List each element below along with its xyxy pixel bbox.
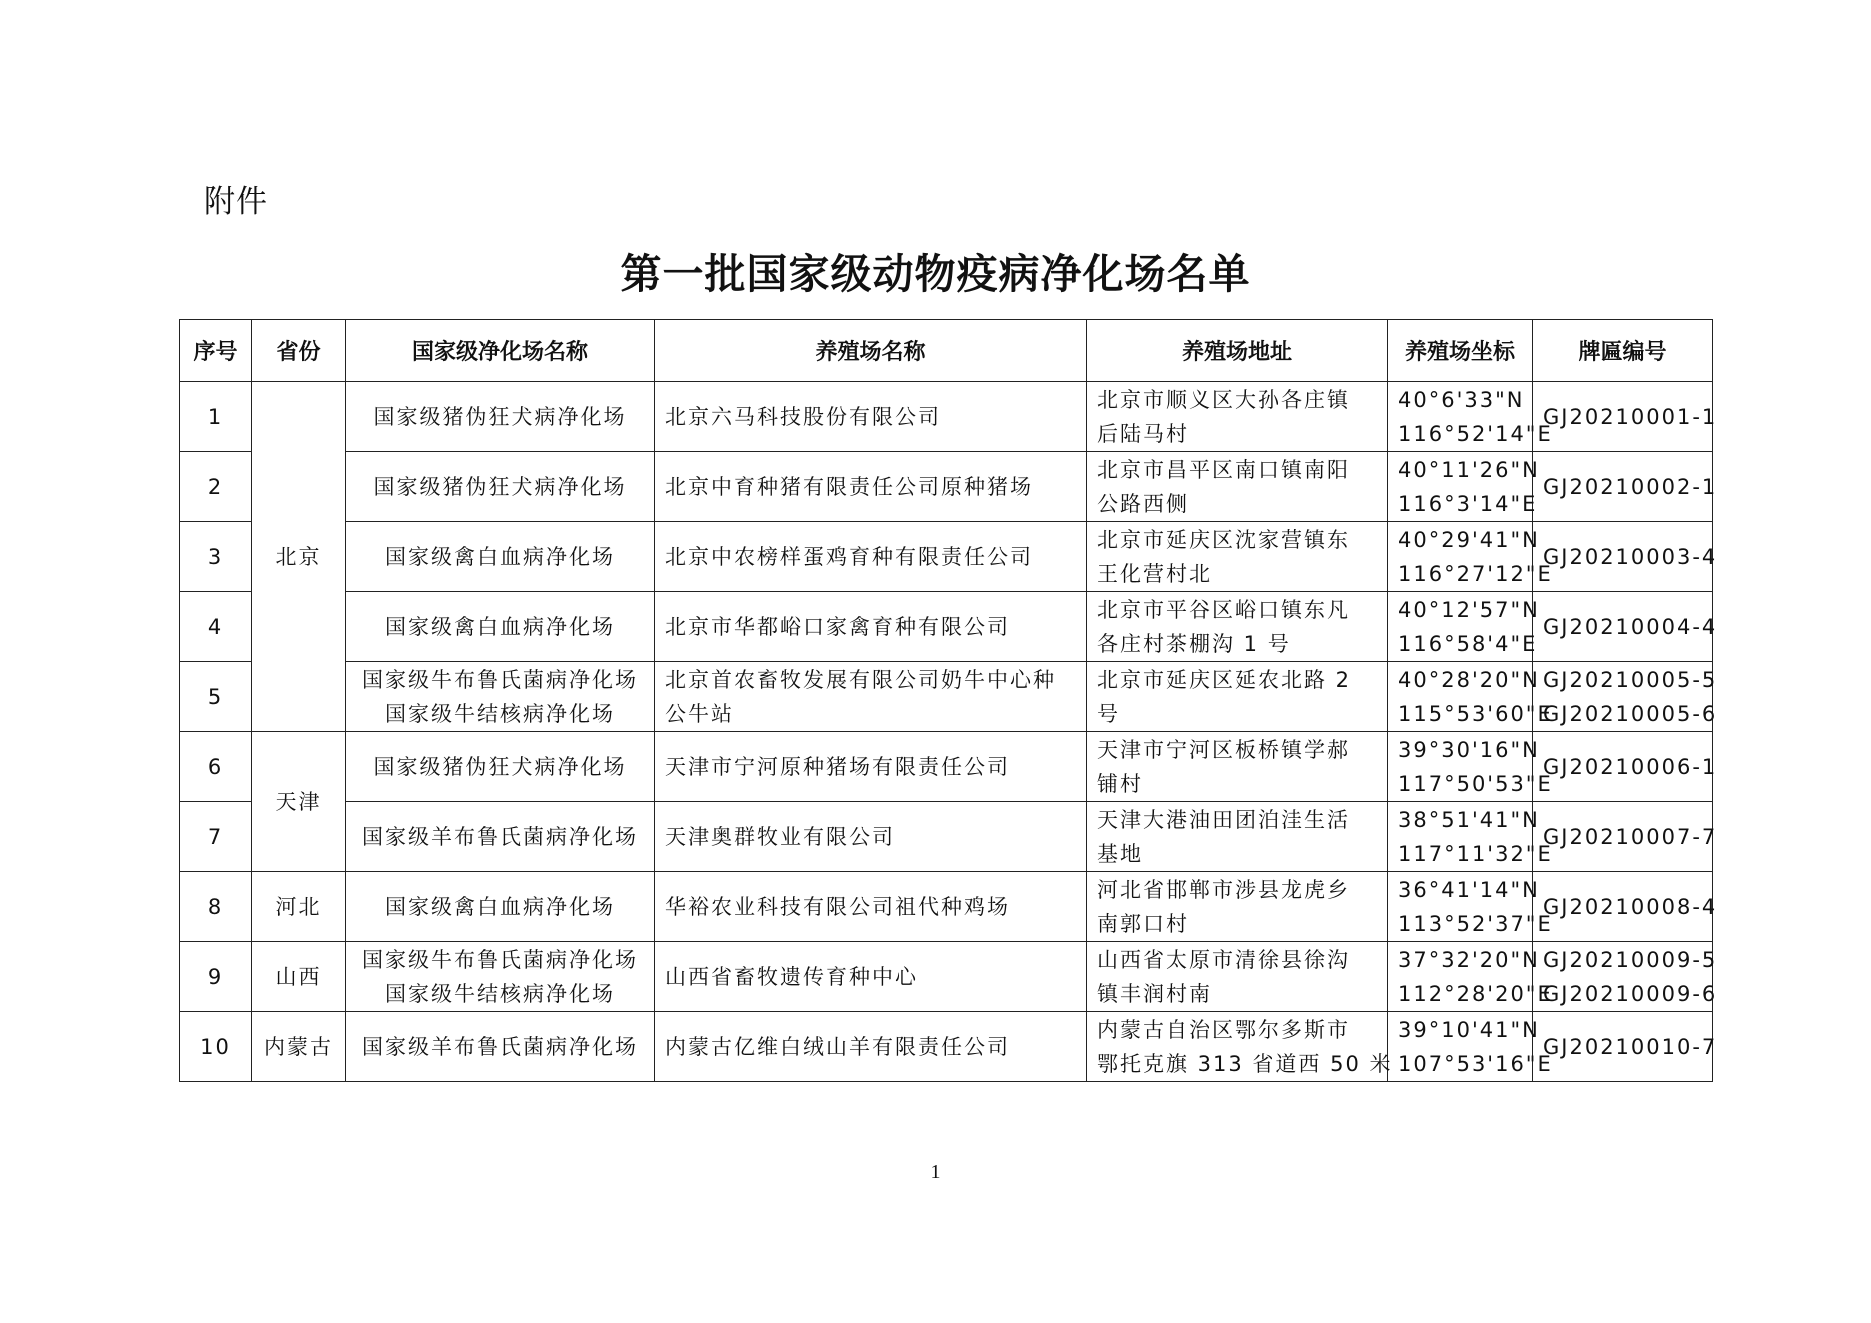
row-farm-address bbox=[1087, 942, 1388, 1012]
header-purification-name: 国家级净化场名称 bbox=[346, 320, 655, 382]
address-line: 鄂托克旗 313 省道西 50 米 bbox=[1097, 1051, 1393, 1076]
row-farm-address bbox=[1087, 732, 1388, 802]
address-line: 北京市昌平区南口镇南阳 bbox=[1097, 457, 1350, 482]
row-plaque-number bbox=[1533, 942, 1718, 1012]
purification-line: 国家级牛布鲁氏菌病净化场 bbox=[362, 947, 638, 972]
address-line: 北京市延庆区沈家营镇东 bbox=[1097, 527, 1350, 552]
address-line: 铺村 bbox=[1097, 771, 1143, 796]
row-plaque-number bbox=[1533, 592, 1718, 662]
row-province: 内蒙古 bbox=[252, 1012, 346, 1082]
row-purification-name bbox=[346, 732, 655, 802]
farm-line: 天津市宁河原种猪场有限责任公司 bbox=[665, 754, 1010, 779]
longitude: 116°3'14"E bbox=[1398, 491, 1538, 516]
address-line: 河北省邯郸市涉县龙虎乡 bbox=[1097, 877, 1350, 902]
purification-line: 国家级牛布鲁氏菌病净化场 bbox=[362, 667, 638, 692]
latitude: 40°12'57"N bbox=[1398, 597, 1540, 622]
table-header-row bbox=[180, 320, 1713, 382]
address-line: 后陆马村 bbox=[1097, 421, 1189, 446]
farm-line: 山西省畜牧遗传育种中心 bbox=[665, 964, 918, 989]
row-farm-name bbox=[655, 1012, 1087, 1082]
header-serial: 序号 bbox=[180, 320, 252, 382]
address-line: 公路西侧 bbox=[1097, 491, 1189, 516]
address-line: 王化营村北 bbox=[1097, 561, 1212, 586]
row-farm-name bbox=[655, 662, 1087, 732]
row-serial: 6 bbox=[180, 732, 252, 802]
purification-line: 国家级牛结核病净化场 bbox=[385, 701, 615, 726]
row-purification-name bbox=[346, 872, 655, 942]
latitude: 40°29'41"N bbox=[1398, 527, 1540, 552]
row-farm-name bbox=[655, 732, 1087, 802]
latitude: 38°51'41"N bbox=[1398, 807, 1540, 832]
farm-line: 北京中农榜样蛋鸡育种有限责任公司 bbox=[665, 544, 1033, 569]
plaque-line: GJ20210006-1 bbox=[1543, 754, 1718, 779]
address-line: 镇丰润村南 bbox=[1097, 981, 1212, 1006]
purification-line: 国家级猪伪狂犬病净化场 bbox=[373, 754, 627, 779]
address-line: 天津市宁河区板桥镇学郝 bbox=[1097, 737, 1350, 762]
address-line: 号 bbox=[1097, 701, 1120, 726]
table-row bbox=[180, 662, 1713, 732]
document-title: 第一批国家级动物疫病净化场名单 bbox=[620, 250, 1251, 298]
row-purification-name bbox=[346, 522, 655, 592]
header-farm-address: 养殖场地址 bbox=[1087, 320, 1388, 382]
row-plaque-number bbox=[1533, 452, 1718, 522]
plaque-line: GJ20210005-5 bbox=[1543, 667, 1718, 692]
attachment-label: 附件 bbox=[204, 184, 268, 220]
farm-line: 公牛站 bbox=[665, 701, 734, 726]
table-row bbox=[180, 382, 1713, 452]
row-coordinates bbox=[1388, 942, 1553, 1012]
row-farm-address bbox=[1087, 1012, 1393, 1082]
latitude: 40°6'33"N bbox=[1398, 387, 1525, 412]
purification-line: 国家级羊布鲁氏菌病净化场 bbox=[362, 1034, 638, 1059]
longitude: 116°52'14"E bbox=[1398, 421, 1553, 446]
row-plaque-number bbox=[1533, 662, 1718, 732]
latitude: 40°11'26"N bbox=[1398, 457, 1540, 482]
purification-farm-table bbox=[179, 319, 1718, 1082]
plaque-line: GJ20210008-4 bbox=[1543, 894, 1718, 919]
farm-line: 北京六马科技股份有限公司 bbox=[665, 404, 941, 429]
row-farm-name bbox=[655, 872, 1087, 942]
table-row bbox=[180, 452, 1713, 522]
purification-line: 国家级牛结核病净化场 bbox=[385, 981, 615, 1006]
latitude: 39°30'16"N bbox=[1398, 737, 1540, 762]
latitude: 37°32'20"N bbox=[1398, 947, 1540, 972]
row-plaque-number bbox=[1533, 802, 1718, 872]
longitude: 117°11'32"E bbox=[1398, 841, 1553, 866]
table-row bbox=[180, 1012, 1713, 1082]
plaque-line: GJ20210010-7 bbox=[1543, 1034, 1718, 1059]
row-purification-name bbox=[346, 592, 655, 662]
plaque-line: GJ20210004-4 bbox=[1543, 614, 1718, 639]
header-farm-name: 养殖场名称 bbox=[655, 320, 1087, 382]
row-plaque-number bbox=[1533, 522, 1718, 592]
longitude: 113°52'37"E bbox=[1398, 911, 1553, 936]
row-coordinates bbox=[1388, 592, 1540, 662]
row-coordinates bbox=[1388, 872, 1553, 942]
latitude: 36°41'14"N bbox=[1398, 877, 1540, 902]
row-purification-name bbox=[346, 942, 655, 1012]
table-row bbox=[180, 732, 1713, 802]
purification-line: 国家级羊布鲁氏菌病净化场 bbox=[362, 824, 638, 849]
row-coordinates bbox=[1388, 452, 1540, 522]
farm-line: 内蒙古亿维白绒山羊有限责任公司 bbox=[665, 1034, 1010, 1059]
longitude: 107°53'16"E bbox=[1398, 1051, 1553, 1076]
header-plaque-number: 牌匾编号 bbox=[1533, 320, 1713, 382]
plaque-line: GJ20210007-7 bbox=[1543, 824, 1718, 849]
row-farm-address bbox=[1087, 802, 1388, 872]
longitude: 112°28'20"E bbox=[1398, 981, 1553, 1006]
row-plaque-number bbox=[1533, 382, 1718, 452]
row-farm-address bbox=[1087, 592, 1388, 662]
row-purification-name bbox=[346, 662, 655, 732]
header-coordinates: 养殖场坐标 bbox=[1388, 320, 1533, 382]
address-line: 北京市延庆区延农北路 2 bbox=[1097, 667, 1352, 692]
row-farm-name bbox=[655, 802, 1087, 872]
table-row bbox=[180, 872, 1713, 942]
purification-line: 国家级禽白血病净化场 bbox=[385, 544, 615, 569]
row-farm-address bbox=[1087, 452, 1388, 522]
longitude: 117°50'53"E bbox=[1398, 771, 1553, 796]
address-line: 基地 bbox=[1097, 841, 1143, 866]
address-line: 天津大港油田团泊洼生活 bbox=[1097, 807, 1350, 832]
plaque-line: GJ20210003-4 bbox=[1543, 544, 1718, 569]
plaque-line: GJ20210002-1 bbox=[1543, 474, 1718, 499]
row-coordinates bbox=[1388, 732, 1553, 802]
row-farm-address bbox=[1087, 382, 1388, 452]
purification-line: 国家级猪伪狂犬病净化场 bbox=[373, 474, 627, 499]
row-purification-name bbox=[346, 1012, 655, 1082]
row-farm-address bbox=[1087, 872, 1388, 942]
row-farm-name bbox=[655, 452, 1087, 522]
row-farm-name bbox=[655, 382, 1087, 452]
row-serial: 8 bbox=[180, 872, 252, 942]
row-serial: 10 bbox=[180, 1012, 252, 1082]
row-province: 北京 bbox=[252, 382, 346, 732]
plaque-line: GJ20210009-6 bbox=[1543, 981, 1718, 1006]
row-plaque-number bbox=[1533, 872, 1718, 942]
row-coordinates bbox=[1388, 662, 1553, 732]
farm-line: 北京首农畜牧发展有限公司奶牛中心种 bbox=[665, 667, 1056, 692]
farm-line: 华裕农业科技有限公司祖代种鸡场 bbox=[665, 894, 1010, 919]
latitude: 39°10'41"N bbox=[1398, 1017, 1540, 1042]
latitude: 40°28'20"N bbox=[1398, 667, 1540, 692]
longitude: 116°27'12"E bbox=[1398, 561, 1553, 586]
row-plaque-number bbox=[1533, 1012, 1718, 1082]
table-row bbox=[180, 802, 1713, 872]
farm-line: 天津奥群牧业有限公司 bbox=[665, 824, 895, 849]
table-row bbox=[180, 592, 1713, 662]
row-serial: 1 bbox=[180, 382, 252, 452]
row-purification-name bbox=[346, 382, 655, 452]
row-plaque-number bbox=[1533, 732, 1718, 802]
table-row bbox=[180, 522, 1713, 592]
row-farm-name bbox=[655, 942, 1087, 1012]
address-line: 内蒙古自治区鄂尔多斯市 bbox=[1097, 1017, 1350, 1042]
row-coordinates bbox=[1388, 382, 1553, 452]
row-farm-address bbox=[1087, 662, 1388, 732]
row-serial: 9 bbox=[180, 942, 252, 1012]
plaque-line: GJ20210005-6 bbox=[1543, 701, 1718, 726]
longitude: 116°58'4"E bbox=[1398, 631, 1538, 656]
farm-line: 北京市华都峪口家禽育种有限公司 bbox=[665, 614, 1010, 639]
farm-line: 北京中育种猪有限责任公司原种猪场 bbox=[665, 474, 1033, 499]
row-serial: 5 bbox=[180, 662, 252, 732]
row-coordinates bbox=[1388, 802, 1553, 872]
purification-line: 国家级猪伪狂犬病净化场 bbox=[373, 404, 627, 429]
row-serial: 4 bbox=[180, 592, 252, 662]
row-province: 河北 bbox=[252, 872, 346, 942]
address-line: 南郭口村 bbox=[1097, 911, 1189, 936]
purification-line: 国家级禽白血病净化场 bbox=[385, 614, 615, 639]
address-line: 各庄村茶棚沟 1 号 bbox=[1097, 631, 1291, 656]
row-purification-name bbox=[346, 452, 655, 522]
table-row bbox=[180, 942, 1713, 1012]
row-purification-name bbox=[346, 802, 655, 872]
row-serial: 2 bbox=[180, 452, 252, 522]
plaque-line: GJ20210001-1 bbox=[1543, 404, 1718, 429]
row-farm-name bbox=[655, 522, 1087, 592]
row-province: 山西 bbox=[252, 942, 346, 1012]
row-coordinates bbox=[1388, 1012, 1553, 1082]
row-serial: 7 bbox=[180, 802, 252, 872]
longitude: 115°53'60"E bbox=[1398, 701, 1553, 726]
row-coordinates bbox=[1388, 522, 1553, 592]
address-line: 北京市顺义区大孙各庄镇 bbox=[1097, 387, 1350, 412]
page-number: 1 bbox=[930, 1161, 941, 1183]
plaque-line: GJ20210009-5 bbox=[1543, 947, 1718, 972]
address-line: 北京市平谷区峪口镇东凡 bbox=[1097, 597, 1350, 622]
address-line: 山西省太原市清徐县徐沟 bbox=[1097, 947, 1350, 972]
purification-line: 国家级禽白血病净化场 bbox=[385, 894, 615, 919]
row-serial: 3 bbox=[180, 522, 252, 592]
row-farm-name bbox=[655, 592, 1087, 662]
row-province: 天津 bbox=[252, 732, 346, 872]
header-province: 省份 bbox=[252, 320, 346, 382]
row-farm-address bbox=[1087, 522, 1388, 592]
